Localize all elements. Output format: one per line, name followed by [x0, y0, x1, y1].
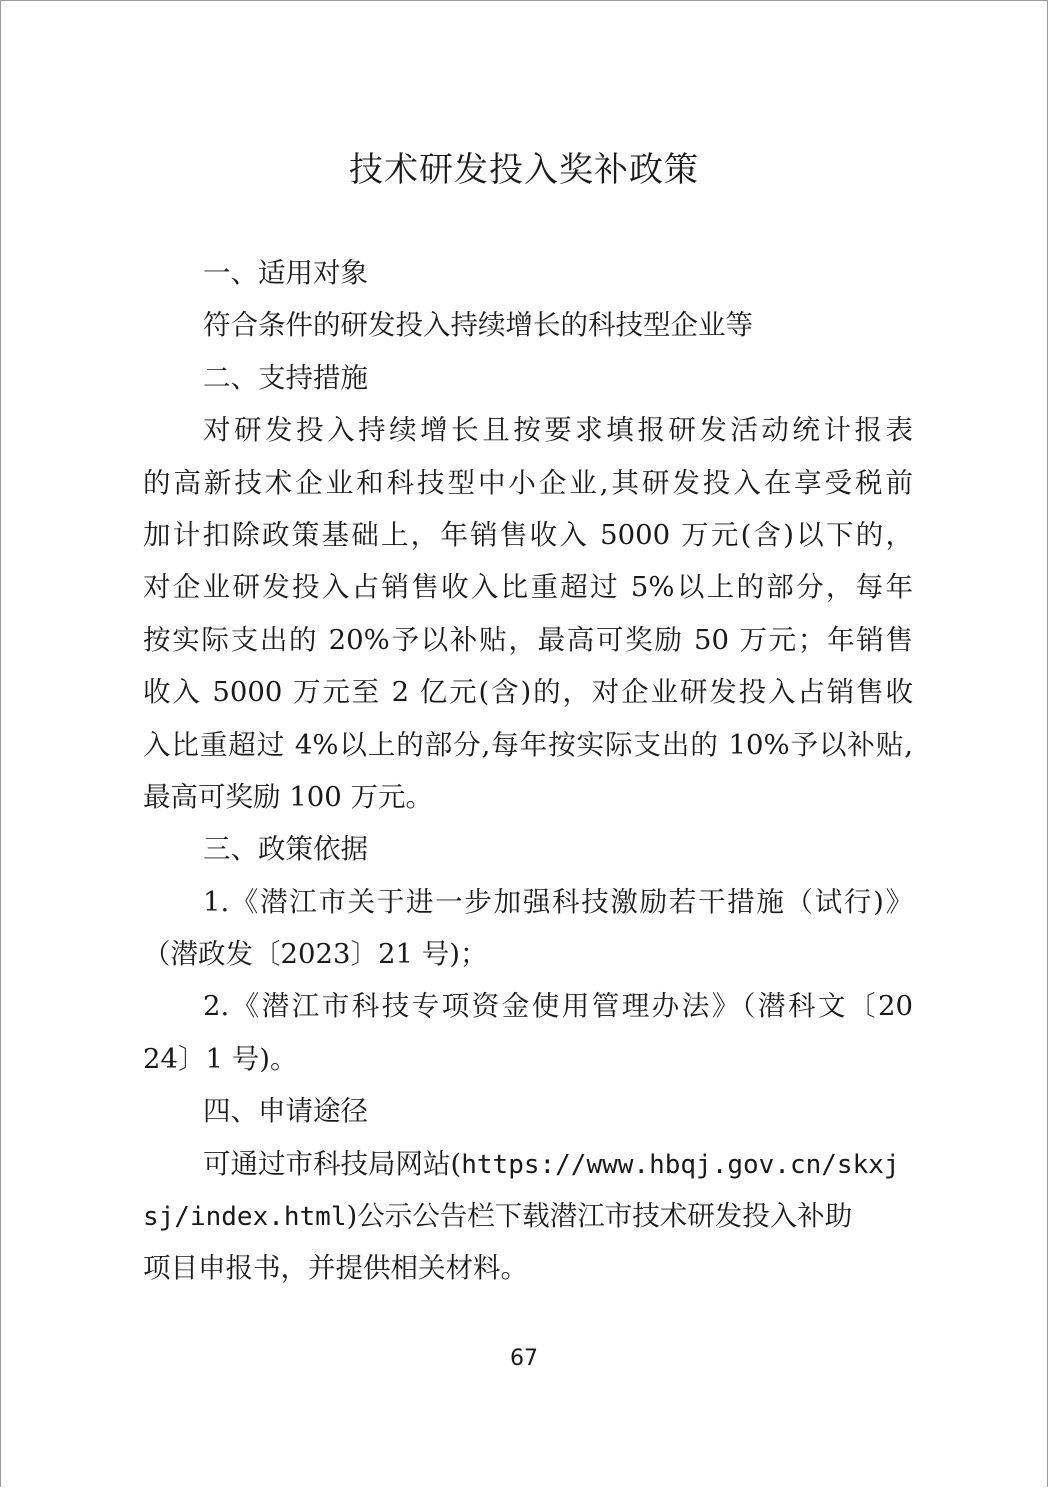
bureau-website-link[interactable]: https://www.hbqj.gov.cn/skxj — [461, 1149, 900, 1180]
policy-basis-line: 24〕1 号)。 — [143, 1042, 298, 1075]
bureau-website-link-continued[interactable]: sj/index.html — [143, 1202, 347, 1233]
support-measures-line: 入比重超过 4%以上的部分,每年按实际支出的 10%予以补贴, — [143, 728, 913, 761]
section-heading-applicable-objects: 一、适用对象 — [203, 257, 368, 289]
support-measures-line: 的高新技术企业和科技型中小企业,其研发投入在享受税前 — [143, 466, 913, 499]
section-heading-policy-basis: 三、政策依据 — [203, 833, 368, 866]
support-measures-line: 对研发投入持续增长且按要求填报研发活动统计报表 — [203, 414, 913, 447]
application-route-line — [143, 1138, 913, 1190]
policy-basis-line: （潜政发〔2023〕21 号)； — [143, 938, 488, 971]
policy-basis-line: 1.《潜江市关于进一步加强科技激励若干措施（试行)》 — [203, 885, 913, 918]
application-route-line — [143, 1190, 913, 1242]
support-measures-line: 加计扣除政策基础上，年销售收入 5000 万元(含)以下的， — [143, 518, 913, 551]
section-heading-application-route: 四、申请途径 — [203, 1095, 368, 1128]
support-measures-line: 最高可奖励 100 万元。 — [143, 780, 433, 813]
page-title: 技术研发投入奖补政策 — [349, 150, 699, 190]
support-measures-line: 对企业研发投入占销售收入比重超过 5%以上的部分，每年 — [143, 571, 913, 604]
section-heading-support-measures: 二、支持措施 — [203, 361, 368, 394]
document-body — [143, 247, 913, 1295]
support-measures-line: 按实际支出的 20%予以补贴，最高可奖励 50 万元；年销售 — [143, 623, 913, 656]
application-route-prefix: 可通过市科技局网站( — [203, 1147, 462, 1180]
applicable-objects-text: 符合条件的研发投入持续增长的科技型企业等 — [203, 309, 753, 342]
application-route-suffix: )公示公告栏下载潜江市技术研发投入补助 — [346, 1200, 853, 1233]
support-measures-line: 收入 5000 万元至 2 亿元(含)的，对企业研发投入占销售收 — [143, 676, 913, 709]
page-number: 67 — [510, 1346, 538, 1371]
application-route-line: 项目申报书，并提供相关材料。 — [143, 1252, 528, 1285]
policy-basis-line: 2.《潜江市科技专项资金使用管理办法》（潜科文〔20 — [203, 990, 913, 1023]
